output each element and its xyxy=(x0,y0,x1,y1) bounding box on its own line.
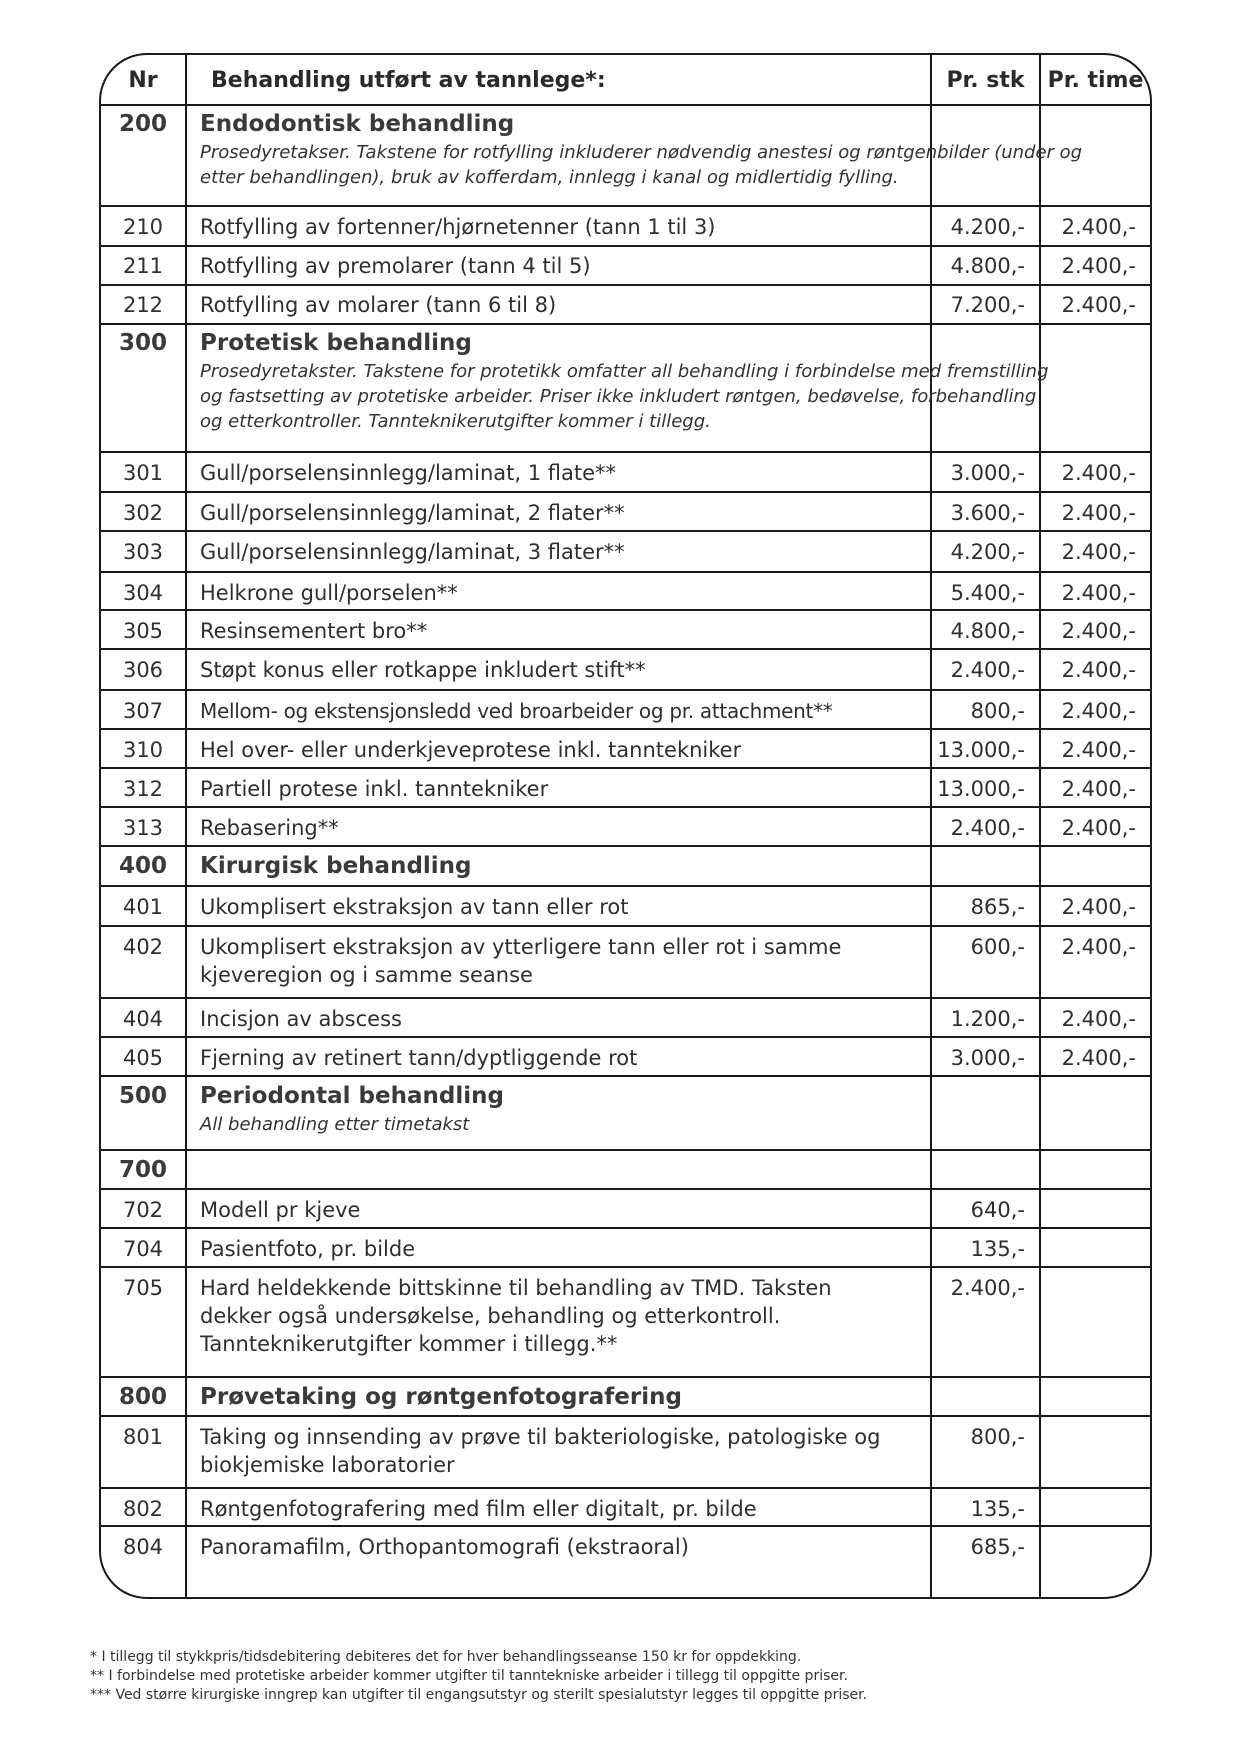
section-title: Protetisk behandling xyxy=(200,330,472,356)
row-desc: Hard heldekkende bittskinne til behandling av TMD. Taksten dekker også undersøkelse, behandling og etterkontroll. Tannteknikerutgifter kommer i tillegg.** xyxy=(200,1276,832,1356)
table-row xyxy=(101,453,1150,493)
row-nr: 304 xyxy=(122,581,164,605)
table-row xyxy=(101,887,1150,927)
table-row xyxy=(101,207,1150,247)
table-header xyxy=(101,55,1150,106)
row-desc: Resinsementert bro** xyxy=(200,619,428,643)
row-nr: 305 xyxy=(122,619,164,643)
header-nr: Nr xyxy=(128,68,158,93)
row-nr: 302 xyxy=(122,501,164,525)
row-price-time: 2.400,- xyxy=(1061,816,1136,840)
row-price-time: 2.400,- xyxy=(1061,699,1136,723)
section-cell xyxy=(187,325,1150,451)
row-price-stk: 13.000,- xyxy=(937,738,1025,762)
row-desc: Modell pr kjeve xyxy=(200,1198,361,1222)
row-price-stk: 135,- xyxy=(970,1497,1025,1521)
row-nr: 404 xyxy=(122,1007,164,1031)
section-row-200 xyxy=(101,106,1150,207)
row-nr: 705 xyxy=(122,1276,164,1300)
section-row-800 xyxy=(101,1378,1150,1417)
header-desc: Behandling utført av tannlege*: xyxy=(211,68,606,93)
row-desc: Pasientfoto, pr. bilde xyxy=(200,1237,416,1261)
row-desc: Taking og innsending av prøve til bakteriologiske, patologiske og biokjemiske laboratorier xyxy=(200,1425,881,1477)
row-price-time: 2.400,- xyxy=(1061,738,1136,762)
row-price-stk: 135,- xyxy=(970,1237,1025,1261)
row-desc: Incisjon av abscess xyxy=(200,1007,402,1031)
row-price-time: 2.400,- xyxy=(1061,501,1136,525)
row-desc: Panoramafilm, Orthopantomografi (ekstraoral) xyxy=(200,1535,689,1559)
row-desc: Ukomplisert ekstraksjon av tann eller rot xyxy=(200,895,629,919)
row-nr: 210 xyxy=(122,215,164,239)
row-nr: 312 xyxy=(122,777,164,801)
section-title: Periodontal behandling xyxy=(200,1083,504,1109)
section-cell xyxy=(187,1077,930,1149)
section-nr: 800 xyxy=(118,1384,167,1410)
section-nr: 500 xyxy=(118,1083,167,1109)
row-nr: 804 xyxy=(122,1535,164,1559)
row-desc: Rotfylling av premolarer (tann 4 til 5) xyxy=(200,254,591,278)
section-row-500 xyxy=(101,1077,1150,1151)
row-desc: Partiell protese inkl. tanntekniker xyxy=(200,777,549,801)
row-price-stk: 4.200,- xyxy=(950,215,1025,239)
row-price-stk: 3.000,- xyxy=(950,461,1025,485)
row-price-stk: 7.200,- xyxy=(950,293,1025,317)
row-price-stk: 600,- xyxy=(970,935,1025,959)
table-row xyxy=(101,1038,1150,1077)
row-price-stk: 4.800,- xyxy=(950,254,1025,278)
row-desc: Gull/porselensinnlegg/laminat, 1 flate** xyxy=(200,461,616,485)
row-price-stk: 800,- xyxy=(970,699,1025,723)
row-price-stk: 640,- xyxy=(970,1198,1025,1222)
row-desc: Røntgenfotografering med film eller digitalt, pr. bilde xyxy=(200,1497,757,1521)
section-nr: 300 xyxy=(118,330,167,356)
row-nr: 301 xyxy=(122,461,164,485)
row-nr: 802 xyxy=(122,1497,164,1521)
row-desc: Rotfylling av fortenner/hjørnetenner (tann 1 til 3) xyxy=(200,215,716,239)
table-row xyxy=(101,1527,1150,1599)
row-price-time: 2.400,- xyxy=(1061,293,1136,317)
header-stk: Pr. stk xyxy=(946,68,1025,93)
section-title: Endodontisk behandling xyxy=(200,111,515,137)
row-price-time: 2.400,- xyxy=(1061,1007,1136,1031)
row-desc: Fjerning av retinert tann/dyptliggende rot xyxy=(200,1046,638,1070)
row-price-stk: 2.400,- xyxy=(950,658,1025,682)
row-price-stk: 4.200,- xyxy=(950,540,1025,564)
row-price-stk: 800,- xyxy=(970,1425,1025,1449)
table-row xyxy=(101,1190,1150,1229)
table-row xyxy=(101,573,1150,611)
table-row xyxy=(101,1489,1150,1527)
row-desc: Gull/porselensinnlegg/laminat, 3 flater** xyxy=(200,540,625,564)
table-row xyxy=(101,650,1150,691)
row-price-time: 2.400,- xyxy=(1061,540,1136,564)
row-price-time: 2.400,- xyxy=(1061,254,1136,278)
footnotes xyxy=(90,1648,867,1705)
row-desc: Ukomplisert ekstraksjon av ytterligere tann eller rot i samme kjeveregion og i samme seanse xyxy=(200,935,842,987)
table-row xyxy=(101,927,1150,999)
header-time: Pr. time xyxy=(1047,68,1144,93)
row-price-stk: 13.000,- xyxy=(937,777,1025,801)
section-nr: 700 xyxy=(118,1157,167,1183)
row-price-stk: 1.200,- xyxy=(950,1007,1025,1031)
row-price-stk: 4.800,- xyxy=(950,619,1025,643)
row-desc: Helkrone gull/porselen** xyxy=(200,581,458,605)
table-row xyxy=(101,1268,1150,1378)
footnote-2: ** I forbindelse med protetiske arbeider kommer utgifter til tanntekniske arbeider i tillegg til oppgitte priser. xyxy=(90,1668,848,1684)
row-price-time: 2.400,- xyxy=(1061,777,1136,801)
row-price-stk: 2.400,- xyxy=(950,816,1025,840)
row-price-stk: 3.600,- xyxy=(950,501,1025,525)
row-price-time: 2.400,- xyxy=(1061,658,1136,682)
section-note: All behandling etter timetakst xyxy=(200,1114,470,1135)
row-desc: Rebasering** xyxy=(200,816,339,840)
section-row-700 xyxy=(101,1151,1150,1190)
row-nr: 702 xyxy=(122,1198,164,1222)
table-row xyxy=(101,532,1150,573)
table-row xyxy=(101,1417,1150,1489)
row-nr: 405 xyxy=(122,1046,164,1070)
row-price-time: 2.400,- xyxy=(1061,619,1136,643)
row-desc: Gull/porselensinnlegg/laminat, 2 flater** xyxy=(200,501,625,525)
row-nr: 211 xyxy=(122,254,164,278)
row-nr: 307 xyxy=(122,699,164,723)
row-nr: 402 xyxy=(122,935,164,959)
row-desc: Hel over- eller underkjeveprotese inkl. tanntekniker xyxy=(200,738,742,762)
row-nr: 704 xyxy=(122,1237,164,1261)
footnote-1: * I tillegg til stykkpris/tidsdebitering debiteres det for hver behandlingsseanse 150 kr for oppdekking. xyxy=(90,1649,802,1665)
row-price-time: 2.400,- xyxy=(1061,1046,1136,1070)
row-price-stk: 865,- xyxy=(970,895,1025,919)
table-row xyxy=(101,808,1150,847)
section-note: Prosedyretakster. Takstene for protetikk omfatter all behandling i forbindelse med fremstilling og fastsetting av protetiske arbeider. Priser ikke inkludert røntgen, bedøvelse, forbehandling og etterkontroller. Tannteknikerutgifter kommer i tillegg. xyxy=(200,361,1049,432)
table-row xyxy=(101,769,1150,808)
table-row xyxy=(101,1229,1150,1268)
section-nr: 200 xyxy=(118,111,167,137)
section-nr: 400 xyxy=(118,853,167,879)
row-price-stk: 2.400,- xyxy=(950,1276,1025,1300)
row-price-time: 2.400,- xyxy=(1061,581,1136,605)
row-price-time: 2.400,- xyxy=(1061,215,1136,239)
row-nr: 212 xyxy=(122,293,164,317)
row-price-stk: 685,- xyxy=(970,1535,1025,1559)
table-row xyxy=(101,247,1150,286)
row-price-stk: 5.400,- xyxy=(950,581,1025,605)
row-price-time: 2.400,- xyxy=(1061,461,1136,485)
row-desc: Rotfylling av molarer (tann 6 til 8) xyxy=(200,293,557,317)
table-row xyxy=(101,691,1150,730)
table-row xyxy=(101,999,1150,1038)
section-row-300 xyxy=(101,325,1150,453)
footnote-3: *** Ved større kirurgiske inngrep kan utgifter til engangsutstyr og sterilt spesialutstyr legges til oppgitte priser. xyxy=(90,1687,868,1703)
section-row-400 xyxy=(101,847,1150,887)
row-nr: 801 xyxy=(122,1425,164,1449)
row-desc: Mellom- og ekstensjonsledd ved broarbeider og pr. attachment** xyxy=(200,699,833,723)
section-title: Prøvetaking og røntgenfotografering xyxy=(200,1384,682,1410)
section-cell xyxy=(187,106,1150,205)
row-nr: 306 xyxy=(122,658,164,682)
row-nr: 303 xyxy=(122,540,164,564)
row-price-time: 2.400,- xyxy=(1061,895,1136,919)
table-row xyxy=(101,493,1150,532)
section-title: Kirurgisk behandling xyxy=(200,853,472,879)
section-note: Prosedyretakser. Takstene for rotfylling inkluderer nødvendig anestesi og røntgenbilder (under og etter behandlingen), bruk av kofferdam, innlegg i kanal og midlertidig fylling. xyxy=(200,142,1083,188)
row-nr: 401 xyxy=(122,895,164,919)
row-desc: Støpt konus eller rotkappe inkludert stift** xyxy=(200,658,646,682)
price-table xyxy=(99,53,1152,1599)
row-price-time: 2.400,- xyxy=(1061,935,1136,959)
row-nr: 313 xyxy=(122,816,164,840)
table-row xyxy=(101,611,1150,650)
table-row xyxy=(101,730,1150,769)
row-price-stk: 3.000,- xyxy=(950,1046,1025,1070)
table-row xyxy=(101,286,1150,325)
row-nr: 310 xyxy=(122,738,164,762)
